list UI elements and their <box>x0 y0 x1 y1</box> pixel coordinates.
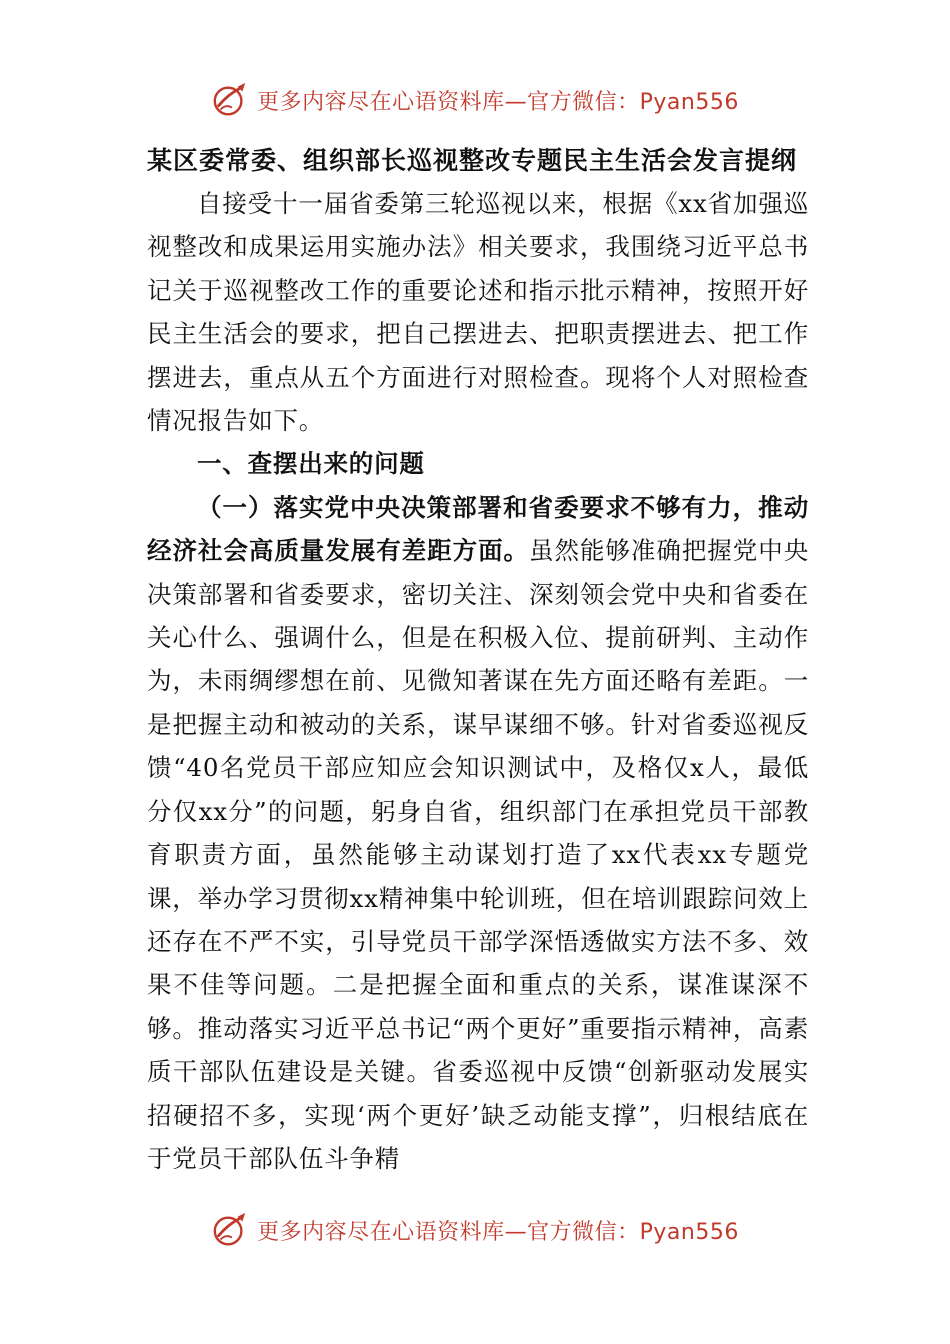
item-body: 虽然能够准确把握党中央决策部署和省委要求，密切关注、深刻领会党中央和省委在关心什么、强调什么，但是在积极入位、提前研判、主动作为，未雨绸缪想在前、见微知著谋在先方面还略有差距。一是把握主动和被动的关系，谋早谋细不够。针对省委巡视反馈“40名党员干部应知应会知识测试中，及格仅x人，最低分仅xx分”的问题，躬身自省，组织部门在承担党员干部教育职责方面，虽然能够主动谋划打造了xx代表xx专题党课，举办学习贯彻xx精神集中轮训班，但在培训跟踪问效上还存在不严不实，引导党员干部学深悟透做实方法不多、效果不佳等问题。二是把握全面和重点的关系，谋准谋深不够。推动落实习近平总书记“两个更好”重要指示精神，高素质干部队伍建设是关键。省委巡视中反馈“创新驱动发展实招硬招不多，实现‘两个更好’缺乏动能支撑”，归根结底在于党员干部队伍斗争精 <box>147 536 809 1173</box>
item-paragraph <box>147 486 809 1181</box>
pen-seal-logo-icon <box>211 1211 249 1249</box>
watermark-text: 更多内容尽在心语资料库—官方微信：Pyan556 <box>257 1219 739 1245</box>
footer-watermark-banner <box>0 1208 950 1252</box>
header-watermark-banner <box>0 78 950 122</box>
pen-seal-logo-icon <box>211 81 249 119</box>
intro-paragraph: 自接受十一届省委第三轮巡视以来，根据《xx省加强巡视整改和成果运用实施办法》相关要求，我围绕习近平总书记关于巡视整改工作的重要论述和指示批示精神，按照开好民主生活会的要求，把自己摆进去、把职责摆进去、把工作摆进去，重点从五个方面进行对照检查。现将个人对照检查情况报告如下。 <box>147 189 809 436</box>
watermark-text: 更多内容尽在心语资料库—官方微信：Pyan556 <box>257 89 739 115</box>
document-body <box>147 140 809 1180</box>
document-title: 某区委常委、组织部长巡视整改专题民主生活会发言提纲 <box>147 146 798 175</box>
item-heading: （一）落实党中央决策部署和省委要求不够有力，推动经济社会高质量发展有差距方面。 <box>147 492 809 566</box>
section-heading: 一、查摆出来的问题 <box>197 449 425 479</box>
